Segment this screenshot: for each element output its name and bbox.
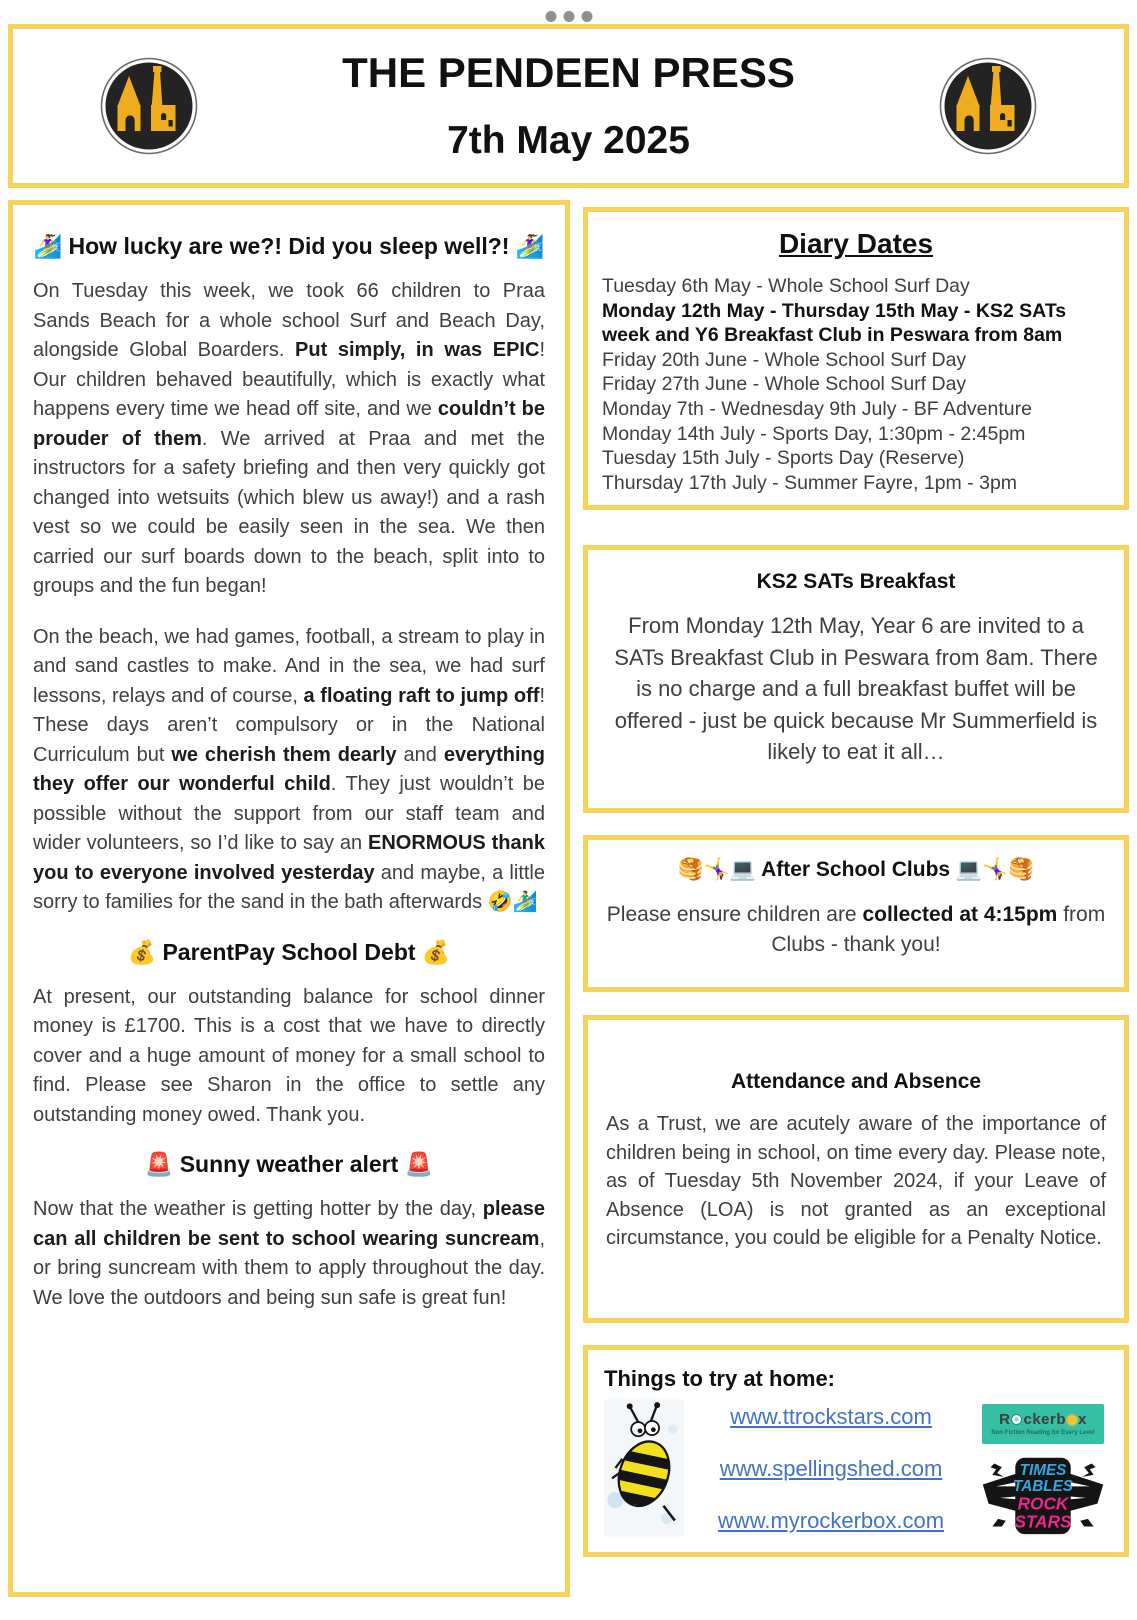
attendance-body: As a Trust, we are acutely aware of the importance of children being in school, on time every day. Please note, as of Tuesday 5th November 2024, if your Leave of Absence (LOA) is not granted as an exceptional circumstance, you could be eligible for a Penalty Notice. — [606, 1113, 1106, 1249]
main-article-box — [8, 200, 570, 1597]
rockerbox-letter: x — [1078, 1411, 1087, 1428]
link-spellingshed[interactable]: www.spellingshed.com — [719, 1456, 943, 1481]
surf-day-heading: 🏄‍♀️ How lucky are we?! Did you sleep well?! 🏄‍♀️ — [33, 233, 545, 259]
dot-icon — [545, 11, 556, 22]
spelling-shed-bee-logo — [604, 1398, 684, 1538]
newsletter-title: THE PENDEEN PRESS — [342, 49, 795, 96]
diary-date-line: Monday 7th - Wednesday 9th July - BF Adventure — [602, 397, 1032, 420]
sats-breakfast-heading: KS2 SATs Breakfast — [756, 570, 956, 593]
home-links — [694, 1398, 968, 1538]
school-logo-left — [99, 52, 199, 160]
link-myrockerbox[interactable]: www.myrockerbox.com — [717, 1508, 945, 1533]
mine-and-church-icon — [99, 52, 199, 160]
after-school-clubs-body: Please ensure children are collected at 4:15pm from Clubs - thank you! — [606, 903, 1106, 956]
svg-text:ROCK: ROCK — [1017, 1493, 1069, 1514]
after-school-clubs-box — [583, 835, 1129, 992]
surf-day-paragraph-1: On Tuesday this week, we took 66 children to Praa Sands Beach for a whole school Surf and Beach Day, alongside Global Boarders. Put simply, in was EPIC! Our children behaved beautifully, which is exactly what happens every time we head off site, and we couldn’t be prouder of them. We arrived at Praa and met the instructors for a safety briefing and then very quickly got changed into wetsuits (which blew us away!) and a rash vest so we could be easily seen in the sea. We then carried our surf boards down to the beach, split into to groups and the fun began! — [33, 280, 545, 597]
header — [8, 24, 1129, 188]
dot-icon — [563, 11, 574, 22]
window-handle-dots[interactable] — [545, 11, 592, 22]
things-at-home-box — [583, 1345, 1129, 1557]
diary-date-line: Friday 27th June - Whole School Surf Day — [602, 373, 967, 396]
attendance-box — [583, 1015, 1129, 1323]
globe-icon — [1011, 1414, 1022, 1425]
diary-date-line: Thursday 17th July - Summer Fayre, 1pm - 3pm — [602, 471, 1018, 494]
svg-text:STARS: STARS — [1014, 1511, 1072, 1532]
home-logos — [978, 1398, 1108, 1538]
surf-day-paragraph-2: On the beach, we had games, football, a stream to play in and sand castles to make. And in the sea, we had surf lessons, relays and of course, a floating raft to jump off! These days aren’t compulsory or in the National Curriculum but we cherish them dearly and everything they offer our wonderful child. They just wouldn’t be possible without the support from our staff team and wider volunteers, so I’d like to say an ENORMOUS thank you to everyone involved yesterday and maybe, a little sorry to families for the sand in the bath afterwards 🤣🏄‍♂️ — [33, 625, 546, 913]
diary-date-line: Tuesday 15th July - Sports Day (Reserve) — [602, 447, 965, 470]
rockerbox-letter: R — [999, 1411, 1011, 1428]
sun-icon — [1067, 1415, 1077, 1425]
bee-icon — [604, 1398, 684, 1538]
ttrs-wings-icon — [979, 1452, 1107, 1538]
school-logo-right — [938, 52, 1038, 160]
sats-breakfast-box — [583, 545, 1129, 813]
diary-dates-heading: Diary Dates — [778, 228, 934, 259]
svg-text:TIMES: TIMES — [1019, 1461, 1067, 1479]
mine-and-church-icon — [938, 52, 1038, 160]
diary-dates-list — [602, 274, 1110, 495]
dot-icon — [581, 11, 592, 22]
sunny-weather-paragraph: Now that the weather is getting hotter by the day, please can all children be sent to school wearing suncream, or bring suncream with them to apply throughout the day. We love the outdoors and being sun safe is great fun! — [33, 1198, 545, 1309]
rockerbox-tagline: Non-Fiction Reading for Every Level — [991, 1430, 1095, 1436]
rockerbox-wordmark — [999, 1412, 1087, 1427]
rockerbox-letters: ckerb — [1023, 1411, 1067, 1428]
diary-date-line: Tuesday 6th May - Whole School Surf Day — [602, 275, 970, 297]
things-at-home-row — [604, 1398, 1108, 1538]
link-ttrockstars[interactable]: www.ttrockstars.com — [730, 1404, 932, 1429]
diary-date-line: Friday 20th June - Whole School Surf Day — [602, 348, 967, 371]
sunny-weather-heading: 🚨 Sunny weather alert 🚨 — [144, 1151, 434, 1177]
things-at-home-heading: Things to try at home: — [604, 1366, 835, 1391]
parentpay-paragraph: At present, our outstanding balance for school dinner money is £1700. This is a cost that we have to directly cover and a huge amount of money for a small school to find. Please see Sharon in the office to settle any outstanding money owed. Thank you. — [33, 985, 545, 1126]
rockerbox-logo — [982, 1404, 1104, 1444]
svg-text:TABLES: TABLES — [1013, 1478, 1073, 1496]
diary-date-line: Monday 12th May - Thursday 15th May - KS2 SATs week and Y6 Breakfast Club in Peswara from 8am — [602, 299, 1067, 347]
diary-date-line: Monday 14th July - Sports Day, 1:30pm - 2:45pm — [602, 422, 1026, 445]
parentpay-heading: 💰 ParentPay School Debt 💰 — [127, 938, 451, 965]
after-school-clubs-heading: 🥞🤸‍♀️💻 After School Clubs 💻🤸‍♀️🥞 — [677, 858, 1035, 881]
newsletter-date: 7th May 2025 — [447, 119, 690, 162]
times-tables-rock-stars-logo — [979, 1452, 1107, 1538]
diary-dates-box — [583, 207, 1129, 510]
header-titles — [342, 49, 795, 162]
attendance-heading: Attendance and Absence — [730, 1070, 982, 1093]
sats-breakfast-body: From Monday 12th May, Year 6 are invited to a SATs Breakfast Club in Peswara from 8am. There is no charge and a full breakfast buffet will be offered - just be quick because Mr Summerfield is likely to eat it all… — [614, 613, 1098, 764]
